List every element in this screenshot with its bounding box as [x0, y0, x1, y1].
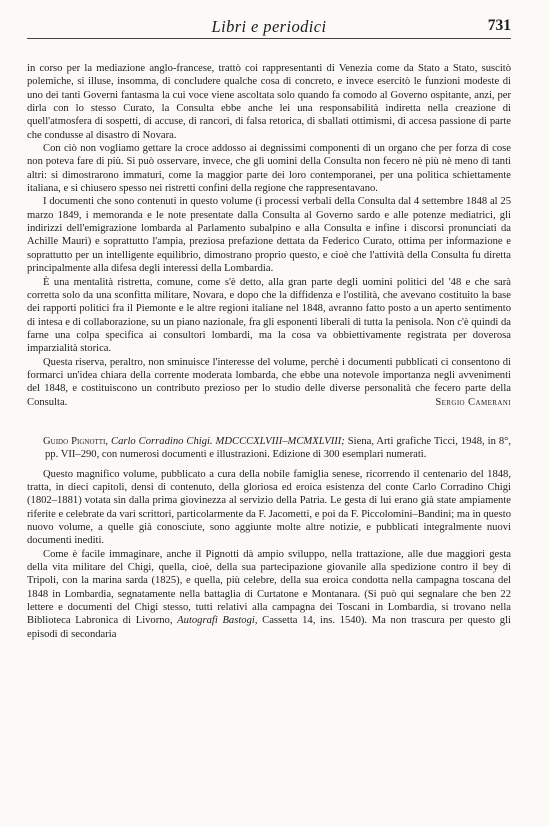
- page-number: 731: [487, 17, 511, 34]
- page-header: [27, 14, 511, 39]
- reviewer-signature: Sergio Camerani: [435, 396, 511, 408]
- review-separator: [27, 409, 511, 435]
- entry-imprint: Siena, Arti grafiche Ticci, 1948, in 8°, pp. VII–290, con numerosi documenti e illustrazioni. Edizione di 300 esemplari numerati.: [45, 435, 512, 461]
- entry-title: Carlo Corradino Chigi. MDCCCXLVIII–MCMXLVIII;: [111, 435, 345, 447]
- review1-paragraph-5: Questa riserva, peraltro, non sminuisce l'interesse del volume, perchè i documenti pubblicati ci consentono di formarci un'idea chiara della corrente moderata lombarda, che ebbe una notevole importanza negli avvenimenti del 1848, e costituiscono un contributo prezioso per lo studio delle diverse personalità che fecero parte della Consulta.: [27, 356, 511, 408]
- review2-paragraph-2-text-b: Cassetta 14, ins. 1540). Ma non trascura per questo gli episodi di secondaria: [27, 615, 511, 640]
- bibliographic-entry: [27, 435, 511, 462]
- entry-author: Guido Pignotti,: [43, 435, 109, 447]
- page-body: [27, 62, 511, 641]
- review1-paragraph-2: Con ciò non vogliamo gettare la croce addosso ai degnissimi componenti di un organo che per forza di cose non poteva fare di più. Si può osservare, invece, che gli uomini della Consulta non fecero nè più nè meno di tanti altri: si dimostrarono immaturi, come la maggior parte dei loro contemporanei, per una politica schiettamente italiana, e si chiusero spesso nei ristretti confini della regione che rappresentavano.: [27, 143, 511, 195]
- review2-paragraph-2: [27, 548, 511, 641]
- review2-paragraph-2-italic: Autografi Bastogi,: [177, 615, 258, 627]
- review1-paragraph-3: I documenti che sono contenuti in questo volume (i processi verbali della Consulta dal 4 settembre 1848 al 25 marzo 1849, i memoranda e le note presentate dalla Consulta al Governo sardo e alle potenze mediatrici, gli indirizzi dell'emigrazione lombarda al Parlamento subalpino e alla Consulta e infine i discorsi pronunciati da Achille Mauri) e soprattutto l'ampia, preziosa prefazione dettata da Federico Curato, ottima per informazione e soprattutto per un intelligente equilibrio, dimostrano proprio questo, e cioè che l'attività della Consulta fu diretta principalmente alla difesa degli interessi della Lombardia.: [27, 196, 511, 275]
- running-title: Libri e periodici: [211, 17, 327, 36]
- review2-paragraph-2-text-a: Come è facile immaginare, anche il Pignotti dà ampio sviluppo, nella trattazione, alle due maggiori gesta della vita militare del Chigi, quella, cioè, della sua partecipazione giovanile alla spedizione contro il bey di Tripoli, con la marina sarda (1825), e quella, più celebre, della sua eroica condotta nella campagna toscana del 1848 in Lombardia, segnatamente nella battaglia di Curtatone e Montanara. (Si può qui segnalare che ben 22 lettere e documenti del Chigi stesso, tutti relativi alla campagna dei Toscani in Lombardia, si trovano nella Biblioteca Labronica di Livorno,: [27, 548, 511, 627]
- review2-paragraph-1: Questo magnifico volume, pubblicato a cura della nobile famiglia senese, ricorrendo il centenario del 1848, tratta, in dieci capitoli, densi di contenuto, della gloriosa ed eroica esistenza del conte Carlo Corradino Chigi (1802–1881) votata sin dalla prima giovinezza al servizio della Patria. Le gesta di lui erano già state ampiamente riferite e celebrate da vari scrittori, particolarmente da F. Jacometti, e poi da F. Piccolomini–Bandini; ma in questo nuovo volume, a quelle già conosciute, sono aggiunte molte altre notizie, e pubblicati integralmente nuovi documenti inediti.: [27, 468, 511, 547]
- review1-paragraph-1: in corso per la mediazione anglo-francese, trattò coi rappresentanti di Venezia come da Stato a Stato, suscitò polemiche, si illuse, insomma, di concludere qualche cosa di concreto, e invece esercitò le funzioni modeste di uno dei tanti Governi fantasma la cui voce viene ascoltata solo quando fa comodo al Governo ospitante, anzi, per dirla con lo stesso Curato, la Consulta ebbe anche lei una responsabilità indiretta nella creazione di quell'atmosfera di sospetti, di accuse, di rancori, di falsa retorica, di sballati ottimismi, di accesa passione di parte che condusse al disastro di Novara.: [27, 63, 511, 141]
- review1-paragraph-4: È una mentalità ristretta, comune, come s'è detto, alla gran parte degli uomini politici del '48 e che sarà corretta solo da una sconfitta militare, Novara, e dopo che la diffidenza e l'ostilità, che avevano costituito la base dei rapporti politici fra il Piemonte e le altre regioni italiane nel 1848, avranno fatto posto a un aperto sentimento di intesa e di collaborazione, su un piano nazionale, fra gli esponenti liberali di tutta la penisola. Non c'è quindi da farne una colpa specifica ai consultori lombardi, ma la cosa va obbiettivamente registrata per doverosa imparzialità storica.: [27, 276, 511, 355]
